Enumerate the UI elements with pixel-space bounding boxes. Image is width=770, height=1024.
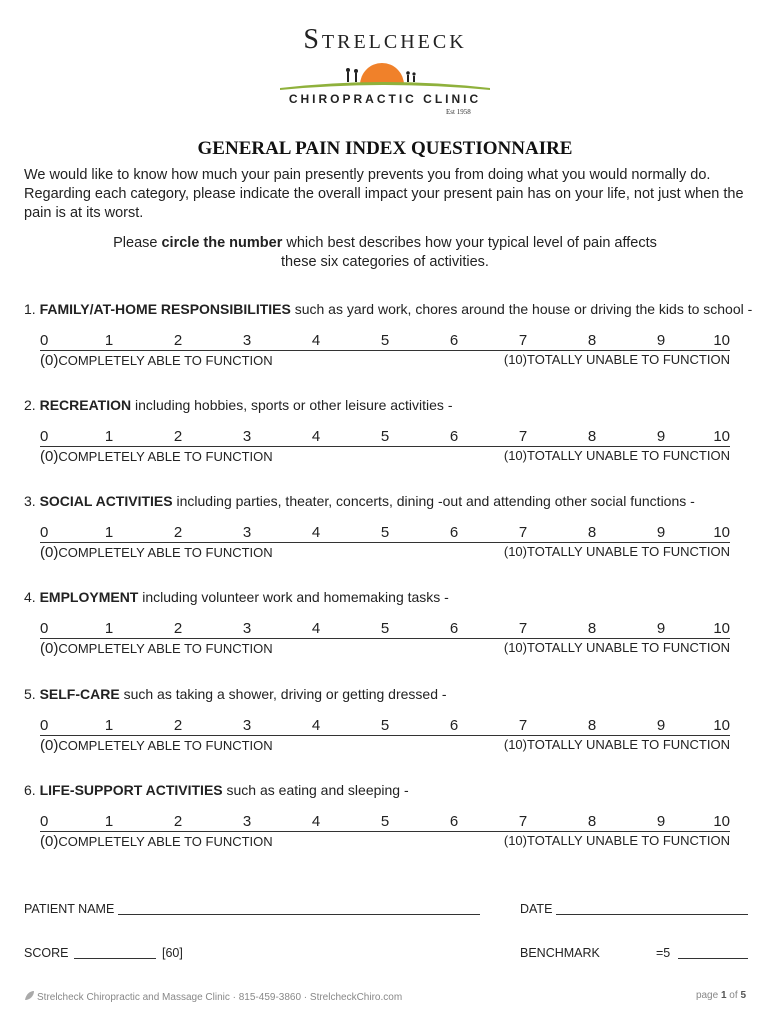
rating-option-7[interactable]: 7 [518, 717, 528, 734]
scale-min-label [40, 352, 273, 369]
footer-contact [24, 990, 402, 1003]
rating-option-2[interactable]: 2 [173, 813, 183, 830]
rating-option-8[interactable]: 8 [587, 620, 597, 637]
logo-subtitle: CHIROPRACTIC CLINIC [288, 92, 482, 106]
question-number: 4. [24, 589, 40, 605]
rating-scale-6 [40, 813, 730, 832]
question-number: 3. [24, 493, 40, 509]
rating-option-6[interactable]: 6 [449, 428, 459, 445]
rating-option-0[interactable]: 0 [40, 524, 49, 541]
rating-option-0[interactable]: 0 [40, 620, 49, 637]
question-3-title [24, 493, 754, 509]
instruction-bold: circle the number [161, 235, 283, 251]
scale-max-label: (10)TOTALLY UNABLE TO FUNCTION [503, 737, 730, 752]
rating-scale-1 [40, 332, 730, 351]
rating-scale-5 [40, 717, 730, 736]
score-field[interactable] [74, 958, 156, 959]
scale-max-label: (10)TOTALLY UNABLE TO FUNCTION [503, 833, 730, 848]
rating-option-1[interactable]: 1 [104, 813, 114, 830]
patient-name-label: PATIENT NAME [24, 902, 115, 916]
scale-max-label: (10)TOTALLY UNABLE TO FUNCTION [503, 448, 730, 463]
question-category: SELF-CARE [39, 686, 120, 702]
benchmark-value: =5 [656, 946, 671, 960]
rating-option-10[interactable]: 10 [713, 717, 730, 734]
scale-min-label [40, 833, 273, 850]
rating-option-6[interactable]: 6 [449, 717, 459, 734]
question-number: 2. [24, 397, 40, 413]
rating-option-3[interactable]: 3 [242, 524, 252, 541]
page-indicator [696, 990, 746, 1001]
rating-option-8[interactable]: 8 [587, 717, 597, 734]
patient-name-field[interactable] [118, 914, 480, 915]
rating-option-3[interactable]: 3 [242, 428, 252, 445]
question-2-title [24, 397, 754, 413]
rating-option-5[interactable]: 5 [380, 428, 390, 445]
rating-option-4[interactable]: 4 [311, 717, 321, 734]
rating-option-6[interactable]: 6 [449, 813, 459, 830]
rating-option-0[interactable]: 0 [40, 332, 49, 349]
rating-scale-4 [40, 620, 730, 639]
scale-min-value: (0) [40, 544, 59, 561]
rating-option-6[interactable]: 6 [449, 524, 459, 541]
question-1-title [24, 301, 754, 317]
instruction-text [105, 234, 665, 272]
clinic-logo-name [0, 24, 770, 56]
rating-option-9[interactable]: 9 [656, 428, 666, 445]
rating-option-8[interactable]: 8 [587, 332, 597, 349]
benchmark-field[interactable] [678, 958, 748, 959]
question-description: including parties, theater, concerts, dining -out and attending other social functions - [172, 493, 695, 509]
rating-option-2[interactable]: 2 [173, 332, 183, 349]
scale-min-value: (0) [40, 640, 59, 657]
rating-option-9[interactable]: 9 [656, 717, 666, 734]
scale-min-label [40, 544, 273, 561]
scale-min-label [40, 448, 273, 465]
rating-scale-3 [40, 524, 730, 543]
rating-option-8[interactable]: 8 [587, 524, 597, 541]
score-label: SCORE [24, 946, 69, 960]
scale-min-value: (0) [40, 833, 59, 850]
rating-option-4[interactable]: 4 [311, 620, 321, 637]
rating-option-2[interactable]: 2 [173, 524, 183, 541]
rating-option-6[interactable]: 6 [449, 620, 459, 637]
rating-option-5[interactable]: 5 [380, 620, 390, 637]
scale-max-label: (10)TOTALLY UNABLE TO FUNCTION [503, 640, 730, 655]
rating-option-1[interactable]: 1 [104, 620, 114, 637]
rating-option-9[interactable]: 9 [656, 524, 666, 541]
rating-scale-2 [40, 428, 730, 447]
sunset-logo-icon [280, 58, 490, 92]
rating-option-1[interactable]: 1 [104, 428, 114, 445]
rating-option-10[interactable]: 10 [713, 332, 730, 349]
rating-option-3[interactable]: 3 [242, 332, 252, 349]
rating-option-7[interactable]: 7 [518, 524, 528, 541]
question-description: including hobbies, sports or other leisure activities - [131, 397, 453, 413]
rating-option-3[interactable]: 3 [242, 813, 252, 830]
logo-name-text: Strelcheck [303, 24, 467, 55]
page-title: GENERAL PAIN INDEX QUESTIONNAIRE [197, 138, 573, 159]
page-total: 5 [740, 990, 746, 1001]
rating-option-3[interactable]: 3 [242, 620, 252, 637]
rating-option-10[interactable]: 10 [713, 813, 730, 830]
question-5-title [24, 686, 754, 702]
question-description: including volunteer work and homemaking tasks - [138, 589, 449, 605]
rating-option-0[interactable]: 0 [40, 717, 49, 734]
question-category: RECREATION [39, 397, 132, 413]
question-category: LIFE-SUPPORT ACTIVITIES [39, 782, 223, 798]
rating-option-1[interactable]: 1 [104, 332, 114, 349]
rating-option-2[interactable]: 2 [173, 620, 183, 637]
intro-paragraph: We would like to know how much your pain presently prevents you from doing what you would normally do. Regarding each category, please indicate the overall impact your present pain has on your life, not just when the pain is at its worst. [24, 167, 744, 221]
rating-option-1[interactable]: 1 [104, 717, 114, 734]
question-description: such as taking a shower, driving or getting dressed - [119, 686, 447, 702]
question-number: 5. [24, 686, 40, 702]
rating-option-5[interactable]: 5 [380, 524, 390, 541]
rating-option-3[interactable]: 3 [242, 717, 252, 734]
footer-contact-text: Strelcheck Chiropractic and Massage Clinic · 815-459-3860 · StrelcheckChiro.com [37, 992, 403, 1003]
rating-option-2[interactable]: 2 [173, 428, 183, 445]
rating-option-7[interactable]: 7 [518, 813, 528, 830]
rating-option-4[interactable]: 4 [311, 428, 321, 445]
rating-option-0[interactable]: 0 [40, 428, 49, 445]
rating-option-5[interactable]: 5 [380, 717, 390, 734]
rating-option-9[interactable]: 9 [656, 620, 666, 637]
question-category: FAMILY/AT-HOME RESPONSIBILITIES [39, 301, 291, 317]
score-max: [60] [162, 946, 183, 960]
scale-min-value: (0) [40, 448, 59, 465]
rating-option-2[interactable]: 2 [173, 717, 183, 734]
question-description: such as yard work, chores around the house or driving the kids to school - [290, 301, 753, 317]
instruction-pre: Please [113, 235, 162, 251]
question-number: 1. [24, 301, 40, 317]
page-pre: page [695, 990, 721, 1001]
rating-option-7[interactable]: 7 [518, 428, 528, 445]
logo-established: Est 1958 [446, 108, 471, 116]
leaf-icon [24, 990, 35, 1001]
scale-min-text: COMPLETELY ABLE TO FUNCTION [58, 641, 273, 656]
rating-option-7[interactable]: 7 [518, 332, 528, 349]
rating-option-8[interactable]: 8 [587, 813, 597, 830]
rating-option-10[interactable]: 10 [713, 428, 730, 445]
question-description: such as eating and sleeping - [222, 782, 409, 798]
rating-option-7[interactable]: 7 [518, 620, 528, 637]
scale-min-value: (0) [40, 737, 59, 754]
rating-option-0[interactable]: 0 [40, 813, 49, 830]
rating-option-8[interactable]: 8 [587, 428, 597, 445]
scale-min-text: COMPLETELY ABLE TO FUNCTION [58, 834, 273, 849]
rating-option-9[interactable]: 9 [656, 332, 666, 349]
page-mid: of [726, 990, 741, 1001]
page-current: 1 [720, 990, 727, 1001]
date-field[interactable] [556, 914, 748, 915]
question-category: SOCIAL ACTIVITIES [39, 493, 173, 509]
rating-option-5[interactable]: 5 [380, 813, 390, 830]
scale-min-label [40, 737, 273, 754]
scale-min-value: (0) [40, 352, 59, 369]
rating-option-10[interactable]: 10 [713, 524, 730, 541]
scale-min-text: COMPLETELY ABLE TO FUNCTION [58, 449, 273, 464]
question-4-title [24, 589, 754, 605]
rating-option-9[interactable]: 9 [656, 813, 666, 830]
benchmark-label: BENCHMARK [520, 946, 600, 960]
scale-min-text: COMPLETELY ABLE TO FUNCTION [58, 545, 273, 560]
rating-option-4[interactable]: 4 [311, 332, 321, 349]
rating-option-4[interactable]: 4 [311, 524, 321, 541]
date-label: DATE [520, 902, 553, 916]
question-number: 6. [24, 782, 40, 798]
scale-max-label: (10)TOTALLY UNABLE TO FUNCTION [503, 352, 730, 367]
rating-option-10[interactable]: 10 [713, 620, 730, 637]
rating-option-6[interactable]: 6 [449, 332, 459, 349]
scale-min-text: COMPLETELY ABLE TO FUNCTION [58, 738, 273, 753]
scale-min-text: COMPLETELY ABLE TO FUNCTION [58, 353, 273, 368]
question-6-title [24, 782, 754, 798]
scale-max-label: (10)TOTALLY UNABLE TO FUNCTION [503, 544, 730, 559]
rating-option-1[interactable]: 1 [104, 524, 114, 541]
scale-min-label [40, 640, 273, 657]
rating-option-5[interactable]: 5 [380, 332, 390, 349]
rating-option-4[interactable]: 4 [311, 813, 321, 830]
instruction-post: which best describes how your typical level of pain affects these six categories of activities. [281, 235, 657, 270]
question-category: EMPLOYMENT [39, 589, 139, 605]
